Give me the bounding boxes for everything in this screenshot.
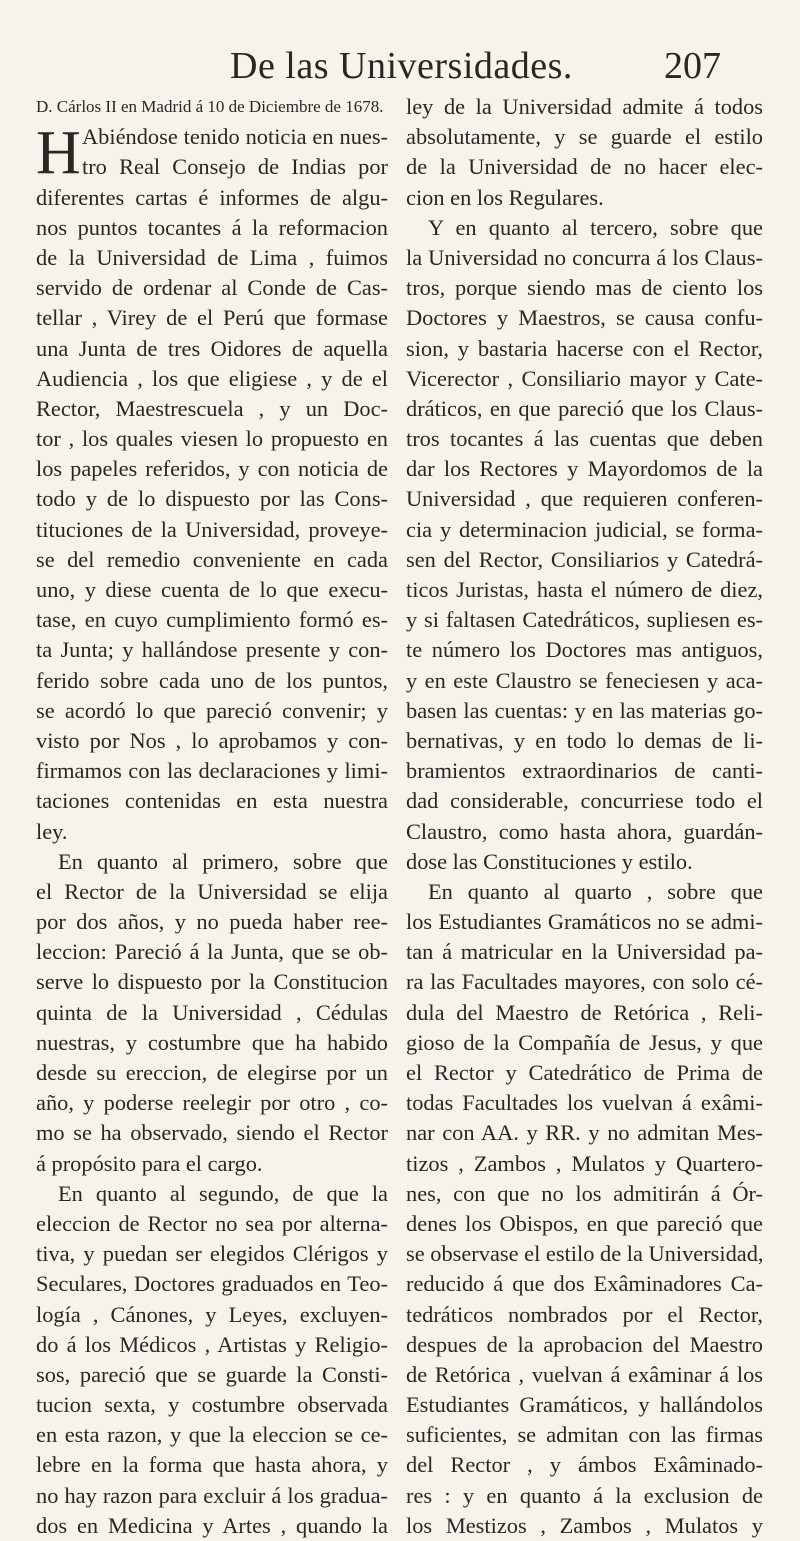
text-line: En quanto al primero, sobre que: [58, 848, 388, 874]
text-line: Abiéndose tenido noticia en nues-: [82, 124, 388, 150]
text-line: sos, pareció que se guarde la Consti-: [36, 1361, 388, 1387]
text-line: En quanto al quarto , sobre que: [428, 878, 763, 904]
text-line: Seculares, Doctores graduados en Teo-: [36, 1271, 388, 1297]
text-line: En quanto al segundo, de que la: [58, 1180, 388, 1206]
text-line: Universidad , que requieren conferen-: [406, 486, 763, 512]
text-line: se observase el estilo de la Universidad,: [406, 1241, 764, 1267]
text-line: dad considerable, concurriese todo el: [406, 788, 763, 814]
text-line: Y en quanto al tercero, sobre que: [428, 214, 763, 240]
text-line: dar los Rectores y Mayordomos de la: [406, 456, 763, 482]
text-line: desde su ereccion, de elegirse por un: [36, 1060, 388, 1085]
text-line: de Retórica , vuelvan á exâminar á los: [406, 1361, 763, 1387]
text-line: del Rector , y ámbos Exâminado-: [406, 1452, 763, 1478]
text-line: eleccion de Rector no sea por alterna-: [36, 1210, 388, 1236]
text-line: tizos , Zambos , Mulatos y Quartero-: [406, 1150, 763, 1176]
text-line: el Rector y Catedrático de Prima de: [406, 1060, 763, 1085]
text-line: ra las Facultades mayores, con solo cé-: [406, 969, 763, 995]
text-line: reducido á que dos Exâminadores Ca-: [406, 1271, 763, 1297]
text-line: taciones contenidas en esta nuestra: [36, 788, 388, 814]
text-line: sion, y bastaria hacerse con el Rector,: [406, 335, 763, 361]
text-line: ferido sobre cada uno de los puntos,: [36, 667, 388, 693]
text-line: serve lo dispuesto por la Constitucion: [36, 969, 388, 995]
left-column: [36, 92, 388, 1541]
page-number: 207: [664, 45, 721, 87]
text-line: tor , los quales viesen lo propuesto en: [36, 426, 388, 452]
text-line: suficientes, se admitan con las firmas: [406, 1422, 763, 1448]
text-line: tucion sexta, y costumbre observada: [36, 1392, 388, 1418]
text-line: bernativas, y en todo lo demas de li-: [406, 727, 763, 753]
text-line: dos en Medicina y Artes , quando la: [36, 1512, 388, 1538]
text-line: servido de ordenar al Conde de Cas-: [36, 275, 388, 301]
text-line: por dos años, y no pueda haber ree-: [36, 909, 388, 935]
text-line: tase, en cuyo cumplimiento formó es-: [36, 607, 388, 633]
text-line: los Estudiantes Gramáticos no se admi-: [406, 909, 763, 935]
text-line: dula del Maestro de Retórica , Reli-: [406, 999, 763, 1025]
text-line: basen las cuentas: y en las materias go-: [406, 697, 763, 723]
text-line: Vicerector , Consiliario mayor y Cate-: [406, 365, 763, 391]
text-line: logía , Cánones, y Leyes, excluyen-: [36, 1301, 388, 1327]
text-line: tellar , Virey de el Perú que formase: [36, 305, 388, 331]
text-line: en esta razon, y que la eleccion se ce-: [36, 1422, 388, 1448]
text-line: leccion: Pareció á la Junta, que se ob-: [36, 939, 388, 965]
text-line: el Rector de la Universidad se elija: [36, 878, 388, 904]
text-line: visto por Nos , lo aprobamos y con-: [36, 727, 388, 753]
text-line: tro Real Consejo de Indias por: [82, 154, 388, 180]
text-line: no hay razon para excluir á los gradua-: [36, 1482, 388, 1508]
text-line: dose las Constituciones y estilo.: [406, 848, 693, 874]
text-line: nuestras, y costumbre que ha habido: [36, 1029, 388, 1055]
drop-cap: H: [36, 119, 81, 187]
text-line: una Junta de tres Oidores de aquella: [36, 335, 388, 361]
text-line: ley de la Universidad admite á todos: [406, 94, 763, 119]
text-line: res : y en quanto á la exclusion de: [406, 1482, 763, 1508]
text-line: diferentes cartas é informes de algu-: [36, 184, 388, 210]
text-line: uno, y diese cuenta de lo que execu-: [36, 577, 388, 602]
text-line: cia y determinacion judicial, se forma-: [406, 516, 763, 542]
running-head: [0, 44, 800, 94]
text-line: mo se ha observado, siendo el Rector: [36, 1120, 388, 1146]
text-line: bramientos extraordinarios de canti-: [406, 758, 763, 784]
text-line: sen del Rector, Consiliarios y Catedrá-: [406, 546, 763, 572]
text-line: tros, porque siendo mas de ciento los: [406, 275, 763, 301]
text-line: y si faltasen Catedráticos, supliesen es-: [406, 607, 763, 633]
text-line: nos puntos tocantes á la reformacion: [36, 214, 388, 240]
text-line: denes los Obispos, en que pareció que: [406, 1210, 763, 1236]
text-line: Doctores y Maestros, se causa confu-: [406, 305, 763, 331]
text-line: los papeles referidos, y con noticia de: [36, 456, 388, 482]
text-line: Claustro, como hasta ahora, guardán-: [406, 818, 763, 844]
text-line: tiva, y puedan ser elegidos Clérigos y: [36, 1241, 388, 1267]
text-line: año, y poderse reelegir por otro , co-: [36, 1090, 388, 1116]
text-line: lebre en la forma que hasta ahora, y: [36, 1452, 388, 1478]
text-line: todo y de lo dispuesto por las Cons-: [36, 486, 388, 512]
right-column: [406, 92, 763, 1541]
text-line: tedráticos nombrados por el Rector,: [406, 1301, 763, 1327]
text-line: Audiencia , los que eligiese , y de el: [36, 365, 388, 391]
text-line: dráticos, en que pareció que los Claus-: [406, 395, 763, 421]
text-line: absolutamente, y se guarde el estilo: [406, 124, 763, 150]
text-line: quinta de la Universidad , Cédulas: [36, 999, 388, 1025]
text-line: firmamos con las declaraciones y limi-: [36, 758, 388, 784]
text-line: y en este Claustro se feneciesen y aca-: [406, 667, 763, 693]
text-line: la Universidad no concurra á los Claus-: [406, 244, 763, 270]
text-line: ticos Juristas, hasta el número de diez,: [406, 577, 763, 602]
text-line: nar con AA. y RR. y no admitan Mes-: [406, 1120, 763, 1146]
text-line: de la Universidad de Lima , fuimos: [36, 244, 388, 270]
running-title: De las Universidades.: [230, 45, 573, 87]
text-line: despues de la aprobacion del Maestro: [406, 1331, 763, 1357]
text-line: todas Facultades los vuelvan á exâmi-: [406, 1090, 763, 1116]
text-line: tan á matricular en la Universidad pa-: [406, 939, 763, 965]
text-line: tros tocantes á las cuentas que deben: [406, 426, 763, 452]
text-line: gioso de la Compañía de Jesus, y que: [406, 1029, 763, 1055]
text-line: se del remedio conveniente en cada: [36, 546, 388, 572]
text-line: cion en los Regulares.: [406, 184, 604, 210]
text-line: Estudiantes Gramáticos, y hallándolos: [406, 1392, 763, 1418]
text-line: tituciones de la Universidad, proveye-: [36, 516, 388, 542]
text-line: los Mestizos , Zambos , Mulatos y: [406, 1512, 763, 1538]
text-line: se acordó lo que pareció convenir; y: [36, 697, 388, 723]
text-line: ta Junta; y hallándose presente y con-: [36, 637, 388, 663]
text-line: Rector, Maestrescuela , y un Doc-: [36, 395, 388, 421]
text-line: de la Universidad de no hacer elec-: [406, 154, 763, 180]
text-line: nes, con que no los admitirán á Ór-: [406, 1180, 763, 1206]
dateline: D. Cárlos II en Madrid á 10 de Diciembre de 1678.: [36, 97, 384, 116]
text-line: te número los Doctores mas antiguos,: [406, 637, 763, 663]
text-line: ley.: [36, 818, 68, 844]
text-line: á propósito para el cargo.: [36, 1150, 263, 1176]
text-line: do á los Médicos , Artistas y Religio-: [36, 1331, 388, 1357]
